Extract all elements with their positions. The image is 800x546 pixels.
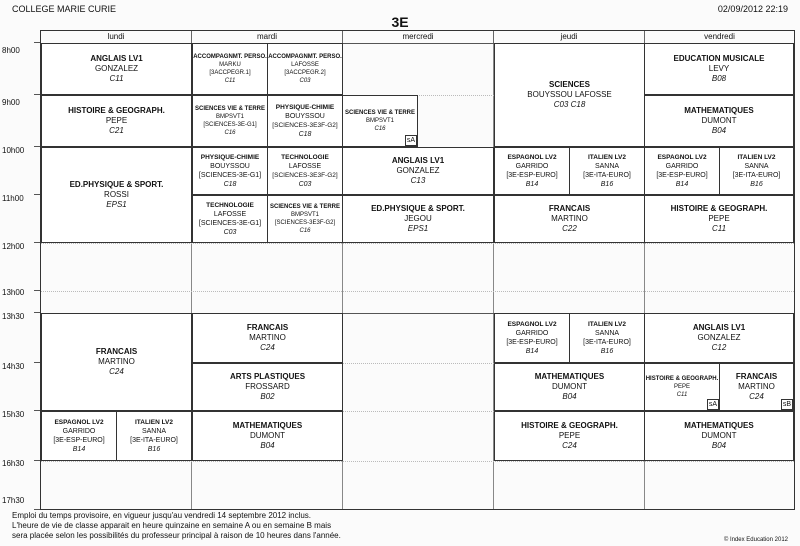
lesson-cell[interactable] [41,411,117,461]
lesson-room: C03 [299,78,311,84]
lesson-subject: ANGLAIS LV1 [90,54,143,63]
lesson-teacher: DUMONT [701,431,737,440]
time-label: 9h00 [2,98,20,107]
lesson-teacher: SANNA [744,163,769,170]
lesson-cell[interactable] [267,195,343,243]
lesson-group: [SCIENCES-3E-G1] [198,172,262,179]
lesson-room: B16 [600,181,614,188]
lesson-teacher: GARRIDO [515,163,549,170]
lesson-cell[interactable] [644,363,720,411]
lesson-subject: HISTOIRE & GEOGRAPH. [68,106,165,115]
lesson-subject: HISTOIRE & GEOGRAPH. [670,204,768,213]
lesson-room: C11 [109,74,124,83]
lesson-teacher: MARTINO [551,214,588,223]
lesson-room: C03 [223,229,237,236]
lesson-room: C13 [410,176,426,185]
class-title: 3E [391,14,409,30]
week-badge: sA [708,401,717,408]
print-timestamp: 02/09/2012 22:19 [717,4,788,14]
lesson-teacher: GARRIDO [665,163,699,170]
lesson-cell[interactable] [192,95,268,147]
time-tick [34,509,40,510]
lesson-subject: ITALIEN LV2 [587,321,627,328]
time-label: 13h00 [2,288,25,297]
lesson-room: B04 [711,126,727,135]
day-header-vendredi: vendredi [704,32,735,41]
time-tick [34,242,40,243]
time-label: 16h30 [2,459,25,468]
lesson-cell[interactable] [644,147,720,195]
footer-note [12,511,341,541]
copyright: © Index Education 2012 [723,537,788,543]
time-label: 11h00 [2,194,24,203]
lesson-teacher: LAFOSSE [213,211,247,218]
lesson-cell[interactable] [644,313,794,363]
lesson-teacher: BMPSVT1 [215,114,244,120]
lesson-room: B14 [525,181,539,188]
lesson-cell[interactable] [644,411,794,461]
lesson-subject: SCIENCES VIE & TERRE [194,106,265,112]
lesson-cell[interactable] [41,313,192,411]
lesson-teacher: BOUYSSOU [210,163,250,170]
lesson-group: [SCIENCES-3E-G1] [198,220,262,227]
lesson-teacher: PEPE [558,431,581,440]
lesson-teacher: BOUYSSOU LAFOSSE [527,90,612,99]
lesson-subject: TECHNOLOGIE [206,202,254,209]
time-label: 13h30 [2,312,25,321]
lesson-room: C16 [374,126,386,132]
lesson-cell[interactable] [644,43,794,95]
time-label: 15h30 [2,410,25,419]
lesson-room: B16 [750,181,763,188]
lesson-cell[interactable] [494,363,645,411]
lesson-cell[interactable] [494,147,570,195]
lesson-subject: ESPAGNOL LV2 [54,419,104,426]
lesson-subject: SCIENCES VIE & TERRE [269,204,340,210]
lesson-cell[interactable] [342,95,418,147]
lesson-subject: TECHNOLOGIE [281,154,329,161]
lesson-room: B14 [675,181,689,188]
footer-line: Emploi du temps provisoire, en vigueur jusqu'au vendredi 14 septembre 2012 inclus. [12,511,312,520]
footer-line: L'heure de vie de classe apparait en heure quinzaine en semaine A ou en semaine B mais [12,521,332,530]
lesson-cell[interactable] [192,313,343,363]
time-tick [34,42,40,43]
lesson-subject: PHYSIQUE-CHIMIE [200,154,260,161]
lesson-subject: HISTOIRE & GEOGRAPH. [521,421,618,430]
lesson-cell[interactable] [41,95,192,147]
lesson-cell[interactable] [267,147,343,195]
lesson-teacher: BMPSVT1 [290,212,319,218]
lesson-teacher: MARTINO [98,357,135,366]
time-tick [34,146,40,147]
lesson-group: [3E-ITA-EURO] [130,437,178,444]
lesson-teacher: GONZALEZ [697,333,741,342]
footer-line: sera placée selon les possibilités du professeur principal à raison de 10 heures dans l'année. [12,531,341,540]
lesson-teacher: LEVY [708,64,730,73]
day-header-jeudi: jeudi [494,31,645,43]
lesson-subject: ACCOMPAGNMT. PERSO. [268,54,342,60]
lesson-room: C11 [224,78,236,84]
lesson-subject: ITALIEN LV2 [737,154,776,161]
time-tick [34,290,40,291]
lesson-teacher: PEPE [673,384,690,390]
lesson-teacher: ROSSI [104,190,129,199]
lesson-room: B04 [711,441,727,450]
lesson-room: EPS1 [106,200,127,209]
lesson-subject: ESPAGNOL LV2 [507,154,557,161]
lesson-teacher: DUMONT [551,382,588,391]
timetable-grid [40,30,795,510]
time-tick [34,194,40,195]
lesson-subject: SCIENCES [549,80,590,89]
lesson-cell[interactable] [569,313,645,363]
lesson-subject: MATHEMATIQUES [232,421,303,430]
time-tick [34,460,40,461]
lesson-group: [3E-ITA-EURO] [583,172,631,179]
lesson-subject: MATHEMATIQUES [534,372,605,381]
lesson-cell[interactable] [192,43,268,95]
lesson-cell[interactable] [192,411,343,461]
time-label: 10h00 [2,146,25,155]
lesson-room: B14 [72,446,86,453]
lesson-room: B14 [525,348,539,355]
lesson-room: C12 [711,343,727,352]
lesson-cell[interactable] [644,95,794,147]
lesson-group: [3E-ITA-EURO] [583,339,631,346]
lesson-cell[interactable] [494,411,645,461]
lesson-teacher: JEGOU [404,214,432,223]
hour-line [41,243,794,244]
lesson-subject: FRANCAIS [95,347,138,356]
lesson-subject: ESPAGNOL LV2 [507,321,557,328]
lesson-room: C24 [562,441,577,450]
day-header-mercredi: mercredi [343,31,494,43]
lesson-cell[interactable] [192,147,268,195]
lesson-cell[interactable] [342,195,494,243]
lesson-subject: ITALIEN LV2 [134,419,174,426]
lesson-room: C11 [676,392,688,398]
lesson-group: [SCIENCES-3E3F-G2] [272,122,338,129]
lesson-cell[interactable] [192,195,268,243]
hour-line [41,291,794,292]
lesson-teacher: PEPE [708,214,730,223]
time-tick [34,410,40,411]
lesson-room: C18 [223,181,237,188]
lesson-teacher: GARRIDO [515,330,549,337]
lesson-room: C21 [109,126,124,135]
lesson-cell[interactable] [116,411,192,461]
lesson-cell[interactable] [569,147,645,195]
lesson-teacher: DUMONT [249,431,286,440]
lesson-cell[interactable] [41,147,192,243]
lesson-subject: MATHEMATIQUES [684,421,754,430]
lesson-subject: MATHEMATIQUES [684,106,754,115]
lesson-room: EPS1 [407,224,429,233]
lesson-cell[interactable] [342,147,494,195]
lesson-subject: ANGLAIS LV1 [391,156,445,165]
lesson-group: [3ACCPEGR.1] [209,70,251,76]
lesson-group: [3E-ESP-EURO] [656,172,708,179]
lesson-teacher: DUMONT [701,116,737,125]
lesson-subject: HISTOIRE & GEOGRAPH. [645,376,719,382]
lesson-room: C11 [711,224,727,233]
lesson-teacher: BMPSVT1 [365,118,394,124]
lesson-teacher: SANNA [594,330,620,337]
lesson-subject: ANGLAIS LV1 [692,323,746,332]
school-name: COLLEGE MARIE CURIE [12,4,117,14]
lesson-subject: PHYSIQUE-CHIMIE [275,104,335,111]
lesson-subject: ED.PHYSIQUE & SPORT. [69,180,164,189]
lesson-subject: ITALIEN LV2 [587,154,627,161]
lesson-subject: EDUCATION MUSICALE [673,54,765,63]
lesson-teacher: GARRIDO [62,428,96,435]
lesson-room: C03 [298,181,312,188]
lesson-group: [SCIENCES-3E3F-G2] [272,172,338,179]
lesson-teacher: BOUYSSOU [285,113,325,120]
lesson-teacher: GONZALEZ [94,64,139,73]
time-label: 8h00 [2,46,20,55]
week-badge: sB [782,401,791,408]
lesson-room: C24 [109,367,124,376]
lesson-group: [3E-ESP-EURO] [506,339,558,346]
lesson-room: C18 [298,131,312,138]
lesson-subject: ACCOMPAGNMT. PERSO. [193,54,267,60]
lesson-cell[interactable] [41,43,192,95]
lesson-teacher: MARKU [219,62,241,68]
lesson-teacher: SANNA [141,428,167,435]
lesson-subject: ESPAGNOL LV2 [657,154,707,161]
lesson-room: C16 [224,130,236,136]
lesson-cell[interactable] [494,43,645,147]
hour-line [41,461,794,462]
time-tick [34,312,40,313]
lesson-group: [SCIENCES-3E-G1] [203,122,257,128]
time-label: 17h30 [2,496,25,505]
time-tick [34,362,40,363]
time-label: 12h00 [2,242,25,251]
lesson-group: [3ACCPEGR.2] [284,70,326,76]
lesson-teacher: SANNA [594,163,620,170]
day-header-mardi: mardi [192,31,343,43]
week-badge: sA [406,137,415,144]
lesson-cell[interactable] [719,363,794,411]
lesson-cell[interactable] [267,95,343,147]
lesson-room: B02 [260,392,275,401]
lesson-room: B04 [260,441,275,450]
lesson-subject: SCIENCES VIE & TERRE [344,110,415,116]
lesson-cell[interactable] [644,195,794,243]
time-label: 14h30 [2,362,25,371]
lesson-teacher: LAFOSSE [288,163,322,170]
lesson-room: C24 [749,392,764,401]
time-tick [34,94,40,95]
lesson-subject: FRANCAIS [548,204,591,213]
lesson-room: C22 [562,224,577,233]
lesson-teacher: FROSSARD [245,382,290,391]
lesson-group: [3E-ESP-EURO] [506,172,558,179]
lesson-room: C16 [299,228,311,234]
lesson-room: C03 C18 [553,100,586,109]
lesson-teacher: LAFOSSE [291,62,319,68]
lesson-group: [SCIENCES-3E3F-G2] [274,220,336,226]
lesson-group: [3E-ITA-EURO] [732,172,781,179]
lesson-cell[interactable] [494,195,645,243]
lesson-cell[interactable] [192,363,343,411]
day-header-lundi: lundi [41,31,192,43]
lesson-subject: ARTS PLASTIQUES [229,372,306,381]
lesson-room: C24 [260,343,275,352]
lesson-subject: FRANCAIS [246,323,289,332]
lesson-room: B04 [562,392,577,401]
lesson-teacher: PEPE [105,116,128,125]
lesson-teacher: MARTINO [738,382,775,391]
lesson-room: B16 [600,348,614,355]
lesson-subject: FRANCAIS [735,372,778,381]
lesson-cell[interactable] [719,147,794,195]
lesson-room: B08 [711,74,727,83]
lesson-teacher: MARTINO [249,333,286,342]
lesson-teacher: GONZALEZ [396,166,440,175]
lesson-subject: ED.PHYSIQUE & SPORT. [371,204,465,213]
lesson-cell[interactable] [494,313,570,363]
lesson-group: [3E-ESP-EURO] [53,437,105,444]
lesson-room: B16 [147,446,161,453]
lesson-cell[interactable] [267,43,343,95]
